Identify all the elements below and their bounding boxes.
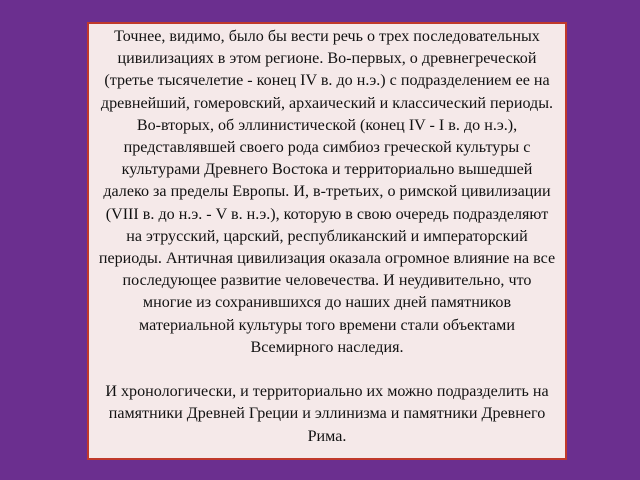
- paragraph-1: Точнее, видимо, было бы вести речь о трех последовательных цивилизациях в этом регионе. Во-первых, о древнегреческой (третье тысячелетие - конец IV в. до н.э.) с подразделением ее на древнейший, гомеровский, архаический и классический периоды. Во-вторых, об эллинистической (конец IV - I в. до н.э.), представлявшей своего рода симбиоз греческой культуры с культурами Древнего Востока и территориально вышедшей далеко за пределы Европы. И, в-третьих, о римской цивилизации (VIII в. до н.э. - V в. н.э.), которую в свою очередь подразделяют на этрусский, царский, республиканский и императорский периоды. Античная цивилизация оказала огромное влияние на все последующее развитие человечества. И неудивительно, что многие из сохранившихся до наших дней памятников материальной культуры того времени стали объектами Всемирного наследия.: [98, 28, 556, 356]
- paragraph-2: И хронологически, и территориально их можно подразделить на памятники Древней Греции и эллинизма и памятники Древнего Рима.: [105, 383, 549, 445]
- text-box: [87, 22, 567, 460]
- paragraph-gap: [97, 359, 557, 381]
